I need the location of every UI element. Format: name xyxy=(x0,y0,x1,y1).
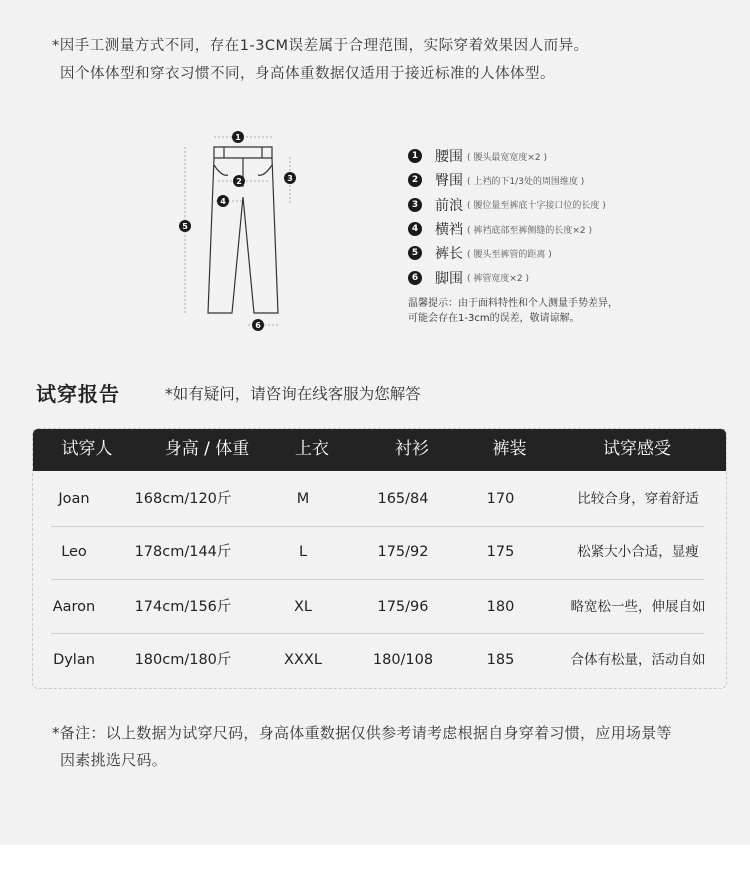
cell-shirt: 175/92 xyxy=(377,544,429,560)
header-tester: 试穿人 xyxy=(61,439,113,459)
legend-desc: ( 腰位量至裤底十字接口位的长度 ) xyxy=(467,201,606,212)
legend-number: 3 xyxy=(408,198,422,212)
legend-name: 裤长 xyxy=(435,246,463,263)
cell-pants: 175 xyxy=(486,544,515,560)
legend-desc: ( 腰头至裤管的距离 ) xyxy=(467,249,552,260)
measurement-note-2: 因个体体型和穿衣习惯不同，身高体重数据仅适用于接近标准的人体体型。 xyxy=(60,66,555,82)
legend-number: 5 xyxy=(408,246,422,260)
header-pants: 裤装 xyxy=(492,439,527,459)
table-row xyxy=(33,634,726,687)
legend-item-thigh xyxy=(408,217,728,241)
legend-name: 腰围 xyxy=(435,149,463,166)
measurement-tip xyxy=(408,296,618,326)
cell-tester: Aaron xyxy=(52,599,96,615)
cell-shirt: 165/84 xyxy=(377,491,429,507)
cell-height-weight: 180cm/180斤 xyxy=(134,652,232,668)
footnote-line-2: 因素挑选尺码。 xyxy=(60,751,168,769)
header-shirt: 衬衫 xyxy=(395,439,429,459)
tip-line-1: 温馨提示：由于面料特性和个人测量手势差异， xyxy=(408,298,618,309)
legend-number: 2 xyxy=(408,173,422,187)
legend-item-front-rise xyxy=(408,193,728,217)
legend-number: 6 xyxy=(408,271,422,285)
marker-3-label: 3 xyxy=(287,174,293,183)
table-row xyxy=(33,473,726,526)
header-top: 上衣 xyxy=(295,439,329,459)
legend-desc: ( 裤裆底部至裤侧缝的长度×2 ) xyxy=(467,225,593,236)
cell-top: L xyxy=(298,544,308,560)
legend-desc: ( 腰头最宽宽度×2 ) xyxy=(467,152,548,163)
legend-name: 臀围 xyxy=(435,173,463,190)
cell-feedback: 松紧大小合适，显瘦 xyxy=(577,544,699,560)
legend-item-leg-opening xyxy=(408,265,728,289)
fit-report-table xyxy=(32,428,727,689)
cell-pants: 185 xyxy=(486,652,515,668)
cell-height-weight: 178cm/144斤 xyxy=(134,544,232,560)
marker-5-label: 5 xyxy=(182,222,188,231)
marker-6-label: 6 xyxy=(255,321,261,330)
cell-pants: 180 xyxy=(486,599,515,615)
cell-tester: Leo xyxy=(61,544,87,560)
legend-item-hip xyxy=(408,168,728,192)
legend-name: 脚围 xyxy=(435,270,463,287)
marker-4-label: 4 xyxy=(220,197,226,206)
cell-top: XL xyxy=(293,599,312,615)
cell-top: M xyxy=(296,491,310,507)
section-subtitle: *如有疑问，请咨询在线客服为您解答 xyxy=(165,385,421,403)
pants-measurement-diagram xyxy=(170,125,310,335)
row-divider xyxy=(51,579,704,580)
header-feedback: 试穿感受 xyxy=(603,439,671,459)
table-row xyxy=(33,526,726,579)
section-title: 试穿报告 xyxy=(36,382,120,406)
measurement-legend xyxy=(408,144,728,290)
legend-number: 1 xyxy=(408,149,422,163)
cell-height-weight: 174cm/156斤 xyxy=(134,599,232,615)
cell-shirt: 175/96 xyxy=(377,599,429,615)
legend-item-length xyxy=(408,241,728,265)
cell-tester: Dylan xyxy=(53,652,95,668)
cell-top: XXXL xyxy=(284,652,322,668)
table-header xyxy=(32,428,727,471)
tip-line-2: 可能会存在1-3cm的误差，敬请谅解。 xyxy=(408,313,580,324)
marker-1-label: 1 xyxy=(235,133,241,142)
legend-item-waist xyxy=(408,144,728,168)
cell-shirt: 180/108 xyxy=(372,652,434,668)
cell-tester: Joan xyxy=(58,491,90,507)
legend-desc: ( 裤管宽度×2 ) xyxy=(467,274,530,285)
header-height-weight: 身高 / 体重 xyxy=(164,439,250,459)
footnote-line-1: *备注：以上数据为试穿尺码，身高体重数据仅供参考请考虑根据自身穿着习惯，应用场景等 xyxy=(52,724,672,742)
cell-height-weight: 168cm/120斤 xyxy=(134,491,232,507)
legend-desc: ( 上裆的下1/3处的周围维度 ) xyxy=(467,176,585,187)
cell-feedback: 合体有松量，活动自如 xyxy=(570,652,706,668)
legend-name: 前浪 xyxy=(435,197,463,214)
cell-pants: 170 xyxy=(486,491,515,507)
legend-name: 横裆 xyxy=(435,222,463,239)
cell-feedback: 略宽松一些，伸展自如 xyxy=(570,599,706,615)
legend-number: 4 xyxy=(408,222,422,236)
measurement-note-1: *因手工测量方式不同，存在1-3CM误差属于合理范围，实际穿着效果因人而异。 xyxy=(52,38,589,54)
table-row xyxy=(33,581,726,634)
marker-2-label: 2 xyxy=(236,177,242,186)
cell-feedback: 比较合身，穿着舒适 xyxy=(577,491,699,507)
